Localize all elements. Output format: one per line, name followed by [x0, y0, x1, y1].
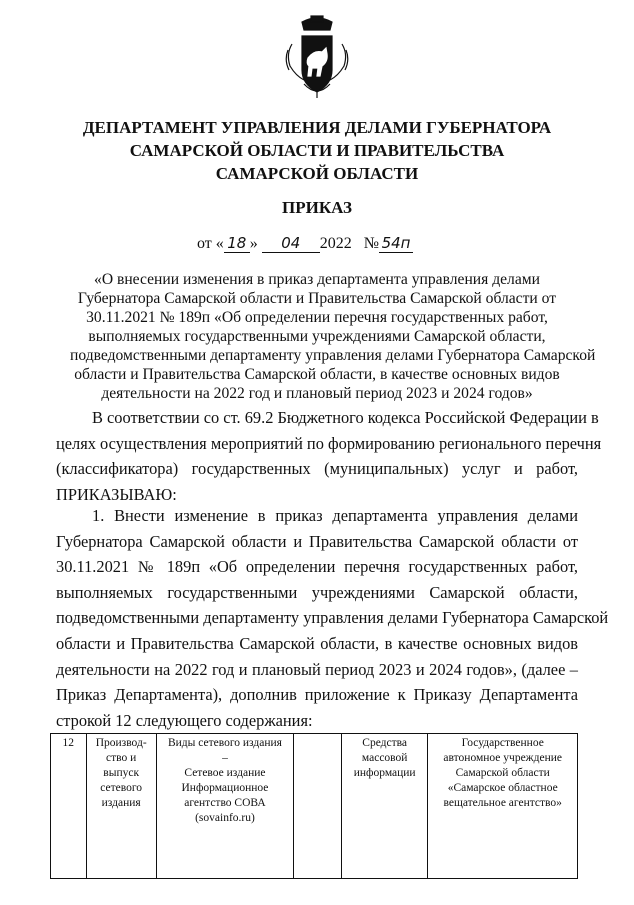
cell-line: Государственное [461, 737, 544, 749]
paragraph-line: 30.11.2021 № 189п «Об определении перечня государственных работ, [56, 557, 578, 577]
cell-empty [294, 734, 342, 879]
subject-line: 30.11.2021 № 189п «Об определении перечня государственных работ, [86, 309, 548, 326]
subject-line: подведомственными департаменту управления делами Губернатора Самарской [70, 347, 596, 364]
appendix-table [50, 733, 578, 879]
cell-line: автономное учреждение [443, 752, 562, 764]
cell-line: массовой [361, 752, 408, 764]
cell-line: сетевого [100, 782, 143, 794]
cell-institution [428, 734, 578, 879]
subject-line: деятельности на 2022 год и плановый период 2023 и 2024 годов» [101, 385, 533, 402]
paragraph-line: деятельности на 2022 год и плановый период 2023 и 2024 годов», (далее – [56, 659, 578, 679]
samara-coat-of-arms-icon [284, 14, 350, 100]
department-line: САМАРСКОЙ ОБЛАСТИ И ПРАВИТЕЛЬСТВА [129, 141, 505, 160]
cell-line: информации [353, 767, 416, 779]
paragraph-line: (классификатора) государственных (муниципальных) услуг и работ, [56, 459, 578, 479]
cell-line: Средства [362, 737, 408, 749]
cell-line: Виды сетевого издания [167, 737, 282, 749]
order-month: 04 [262, 234, 320, 253]
number-label: № [363, 235, 380, 252]
subject-line: выполняемых государственными учреждениями Самарской области, [88, 328, 546, 345]
cell-work [86, 734, 156, 879]
cell-line: ство и [106, 752, 137, 764]
cell-line: агентство СОВА [184, 797, 266, 809]
order-title: ПРИКАЗ [282, 198, 352, 217]
cell-line: Сетевое издание [184, 767, 266, 779]
order-number: 54п [379, 234, 413, 253]
cell-line: – [222, 752, 228, 764]
cell-line: выпуск [103, 767, 140, 779]
order-day: 18 [224, 234, 250, 253]
cell-line: Самарской области [455, 767, 550, 779]
order-year: 2022 [319, 235, 352, 252]
paragraph-line: области и Правительства Самарской области, в качестве основных видов [56, 633, 578, 653]
cell-line: «Самарское областное [447, 782, 558, 794]
order-date-number [197, 234, 413, 253]
cell-line: Информационное [181, 782, 269, 794]
cell-line: (sovainfo.ru) [195, 812, 255, 824]
paragraph-line: 1. Внести изменение в приказ департамента управления делами [92, 506, 578, 525]
paragraph-line: Губернатора Самарской области и Правительства Самарской области от [56, 531, 578, 551]
subject-line: области и Правительства Самарской области, в качестве основных видов [74, 366, 560, 383]
subject-line: Губернатора Самарской области и Правительства Самарской области от [77, 290, 557, 307]
paragraph-line: ПРИКАЗЫВАЮ: [56, 484, 177, 504]
preamble-paragraph [56, 405, 602, 507]
date-mid-quote: » [249, 235, 258, 252]
subject-line: «О внесении изменения в приказ департамента управления делами [94, 271, 540, 288]
department-line: САМАРСКОЙ ОБЛАСТИ [215, 164, 419, 183]
department-line: ДЕПАРТАМЕНТ УПРАВЛЕНИЯ ДЕЛАМИ ГУБЕРНАТОРА [82, 118, 552, 137]
paragraph-line: выполняемых государственными учреждениями Самарской области, [56, 582, 578, 602]
paragraph-line: В соответствии со ст. 69.2 Бюджетного кодекса Российской Федерации в [92, 408, 599, 427]
department-header [60, 116, 574, 185]
paragraph-line: целях осуществления мероприятий по формированию регионального перечня [56, 433, 602, 453]
cell-line: вещательное агентство» [443, 797, 562, 809]
cell-number: 12 [51, 734, 87, 879]
clause-1-paragraph [56, 503, 609, 733]
cell-types [156, 734, 293, 879]
paragraph-line: Приказ Департамента), дополнив приложение к Приказу Департамента [56, 685, 578, 705]
cell-line: издания [101, 797, 141, 809]
order-subject [70, 270, 596, 403]
cell-category [341, 734, 427, 879]
paragraph-line: строкой 12 следующего содержания: [56, 710, 313, 730]
from-label: от « [197, 235, 224, 252]
paragraph-line: подведомственными департаменту управления делами Губернатора Самарской [56, 608, 609, 628]
table-row [51, 734, 578, 879]
cell-line: Производ- [95, 737, 147, 749]
